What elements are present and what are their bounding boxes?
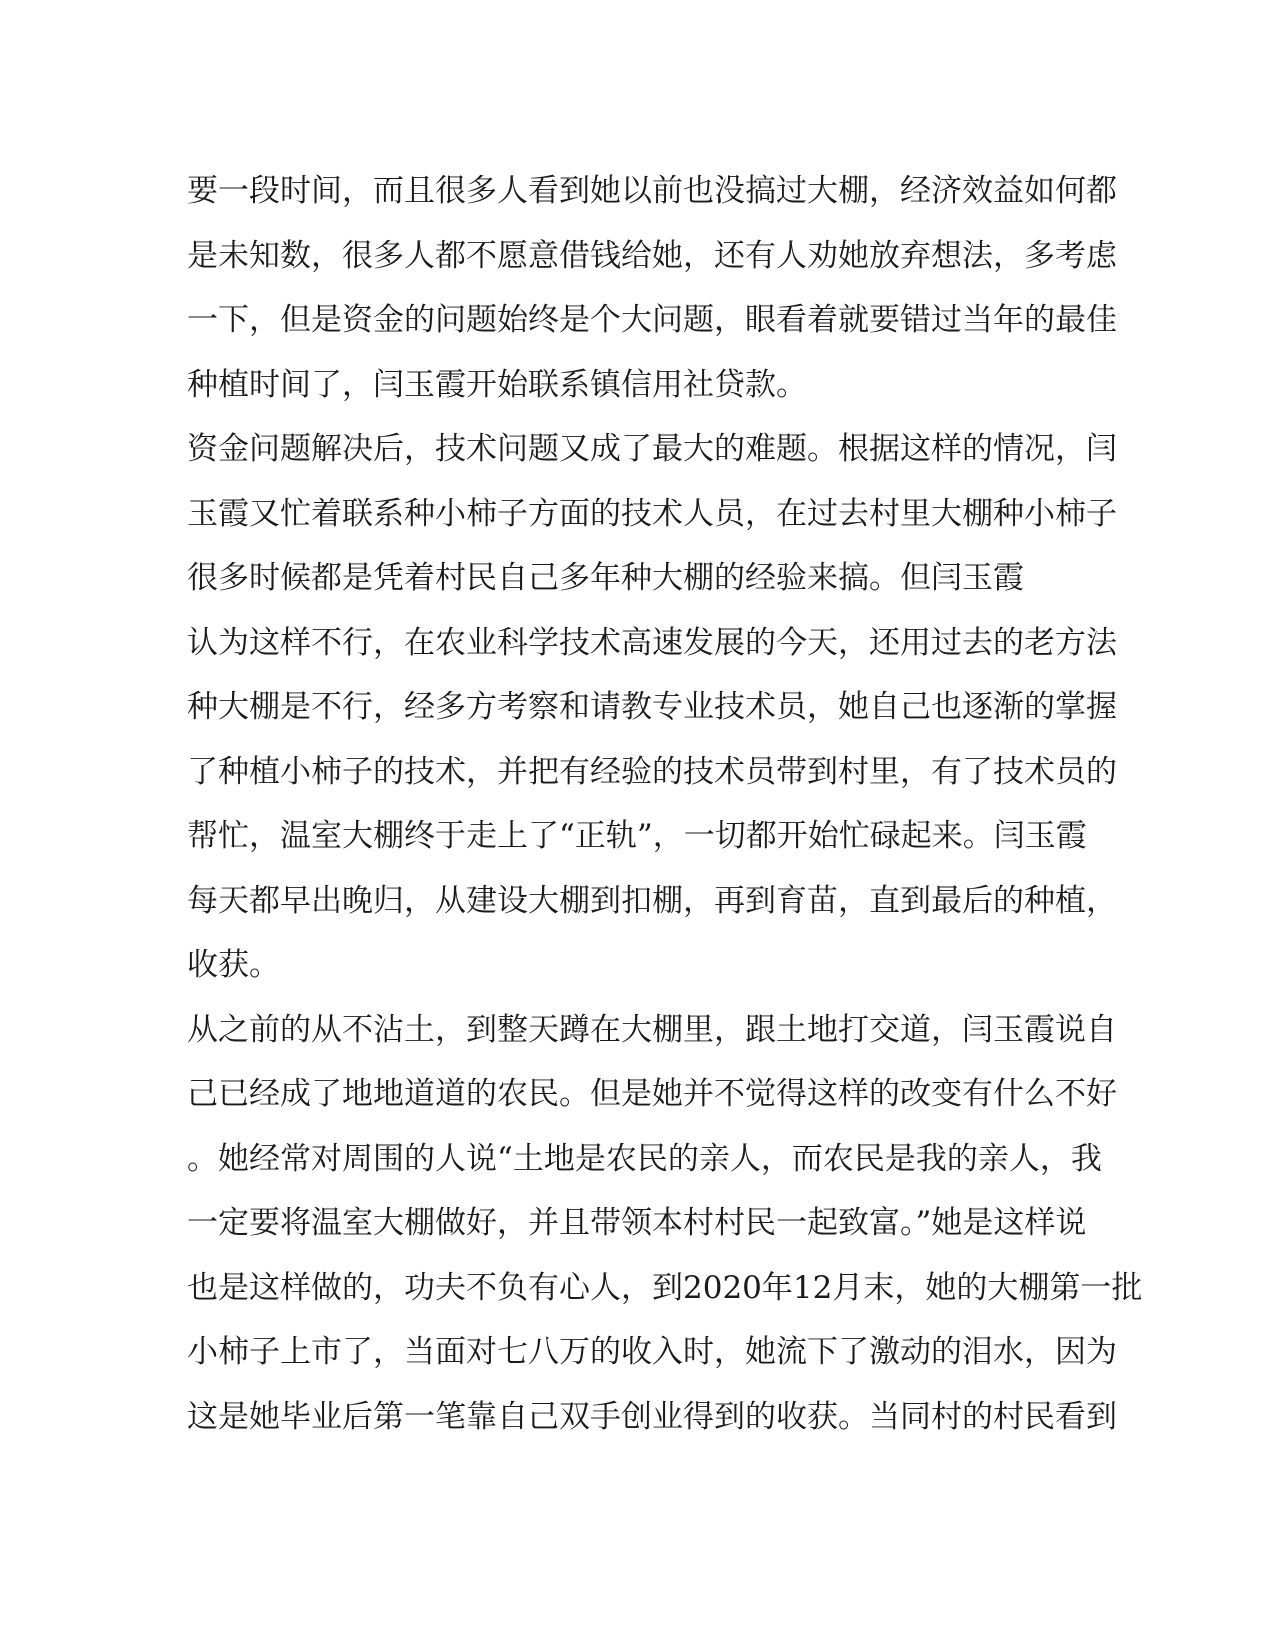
text-line: 这是她毕业后第一笔靠自己双手创业得到的收获。当同村的村民看到 — [187, 1398, 1117, 1435]
text-line: 每天都早出晚归，从建设大棚到扣棚，再到育苗，直到最后的种植， — [187, 882, 1117, 919]
text-line: 认为这样不行，在农业科学技术高速发展的今天，还用过去的老方法 — [187, 624, 1117, 661]
text-line: 一定要将温室大棚做好，并且带领本村村民一起致富。”她是这样说 — [187, 1205, 1087, 1241]
text-line: 从之前的从不沾土，到整天蹲在大棚里，跟土地打交道，闫玉霞说自 — [187, 1011, 1117, 1048]
text-line: 。她经常对周围的人说“土地是农民的亲人，而农民是我的亲人，我 — [187, 1140, 1102, 1177]
text-line: 是未知数，很多人都不愿意借钱给她，还有人劝她放弃想法，多考虑 — [187, 237, 1117, 274]
text-line: 要一段时间，而且很多人看到她以前也没搞过大棚，经济效益如何都 — [187, 173, 1117, 209]
text-line: 小柿子上市了，当面对七八万的收入时，她流下了激动的泪水，因为 — [187, 1334, 1117, 1370]
text-line: 种大棚是不行，经多方考察和请教专业技术员，她自己也逐渐的掌握 — [187, 689, 1117, 725]
text-line: 玉霞又忙着联系种小柿子方面的技术人员，在过去村里大棚种小柿子 — [187, 495, 1117, 532]
text-line: 很多时候都是凭着村民自己多年种大棚的经验来搞。但闫玉霞 — [187, 560, 1024, 596]
text-line: 也是这样做的，功夫不负有心人，到2020年12月末，她的大棚第一批 — [187, 1269, 1143, 1306]
text-line: 资金问题解决后，技术问题又成了最大的难题。根据这样的情况，闫 — [187, 431, 1117, 467]
text-line: 一下，但是资金的问题始终是个大问题，眼看着就要错过当年的最佳 — [187, 302, 1117, 338]
body-text — [187, 159, 1143, 1449]
text-line: 收获。 — [187, 947, 280, 983]
text-line: 了种植小柿子的技术，并把有经验的技术员带到村里，有了技术员的 — [187, 753, 1117, 790]
text-line: 己已经成了地地道道的农民。但是她并不觉得这样的改变有什么不好 — [187, 1076, 1117, 1112]
text-line: 帮忙，温室大棚终于走上了“正轨”，一切都开始忙碌起来。闫玉霞 — [187, 818, 1087, 854]
text-line: 种植时间了，闫玉霞开始联系镇信用社贷款。 — [187, 366, 807, 403]
